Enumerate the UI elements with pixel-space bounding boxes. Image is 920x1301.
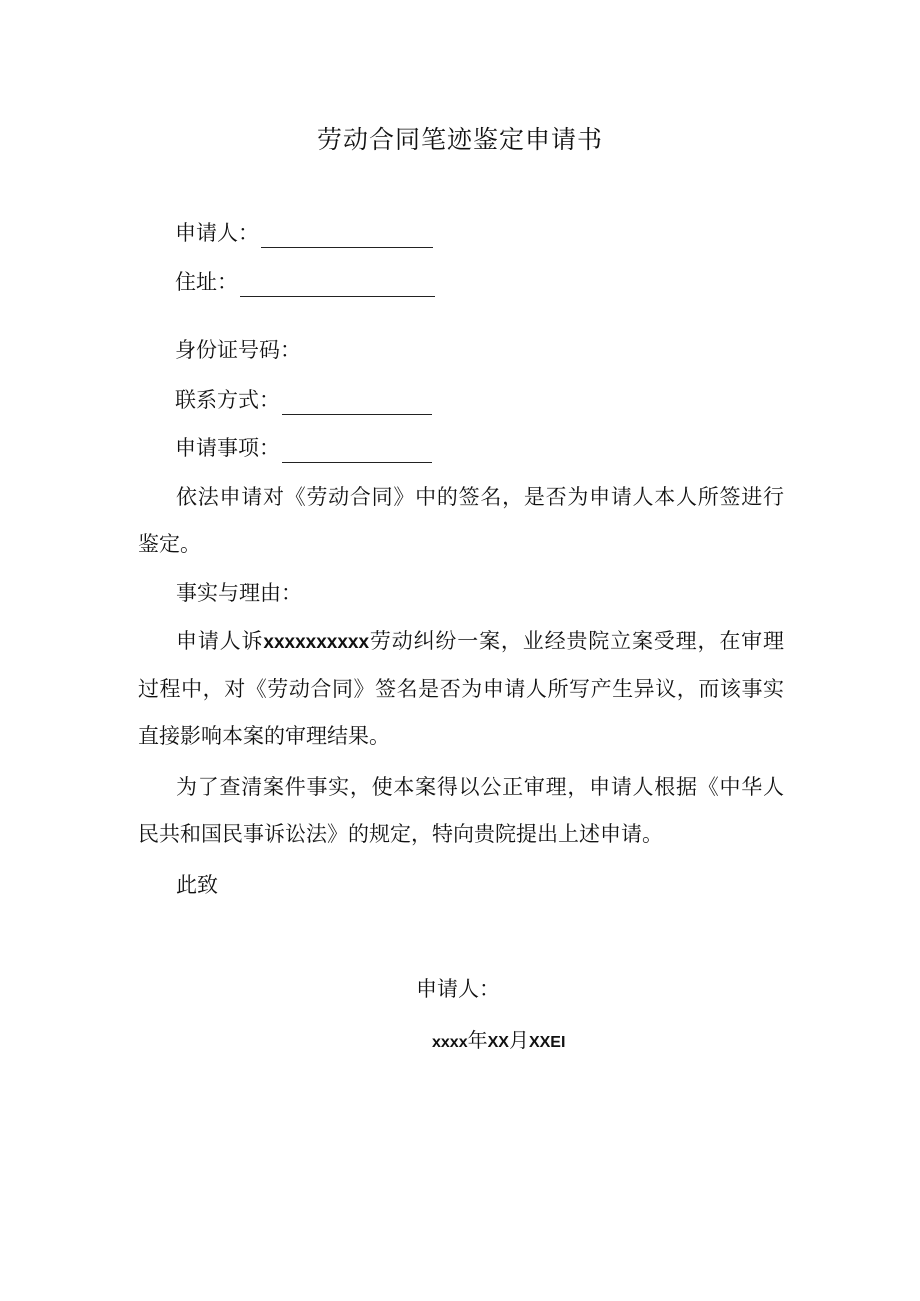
applicant-field (175, 218, 433, 248)
document-title: 劳动合同笔迹鉴定申请书 (316, 125, 603, 154)
date-month-char: 月 (508, 1028, 529, 1052)
matter-field (175, 433, 432, 463)
signature-label: 申请人： (416, 977, 500, 1001)
applicant-label: 申请人： (175, 221, 259, 245)
matter-label: 申请事项： (175, 436, 280, 460)
address-blank-line (240, 274, 435, 297)
request-paragraph: 依法申请对《劳动合同》中的签名，是否为申请人本人所签进行鉴定。 (138, 485, 784, 556)
address-field (175, 267, 435, 297)
applicant-blank-line (261, 225, 433, 248)
contact-field (175, 385, 432, 415)
closing-salutation: 此致 (176, 873, 218, 897)
facts-paragraph (138, 618, 784, 760)
address-label: 住址： (175, 270, 238, 294)
facts-party-placeholder: xxxxxxxxxx (263, 632, 370, 653)
signature-date (432, 1025, 565, 1058)
contact-label: 联系方式： (175, 388, 280, 412)
contact-blank-line (282, 392, 432, 415)
facts-heading: 事实与理由： (176, 581, 302, 605)
date-day: XXEI (528, 1034, 566, 1051)
reason-paragraph: 为了查清案件事实，使本案得以公正审理，申请人根据《中华人民共和国民事诉讼法》的规定，特向贵院提出上述申请。 (138, 775, 784, 846)
facts-prefix: 申请人诉 (176, 629, 264, 653)
matter-blank-line (282, 440, 432, 463)
id-number-field (175, 335, 301, 365)
date-year-char: 年 (467, 1028, 488, 1052)
date-month: XX (487, 1034, 509, 1051)
id-number-label: 身份证号码： (175, 338, 301, 362)
facts-rest: 劳动纠纷一案，业经贵院立案受理，在审理过程中，对《劳动合同》签名是否为申请人所写产生异议，而该事实直接影响本案的审理结果。 (138, 629, 785, 748)
date-year: xxxx (432, 1034, 468, 1051)
